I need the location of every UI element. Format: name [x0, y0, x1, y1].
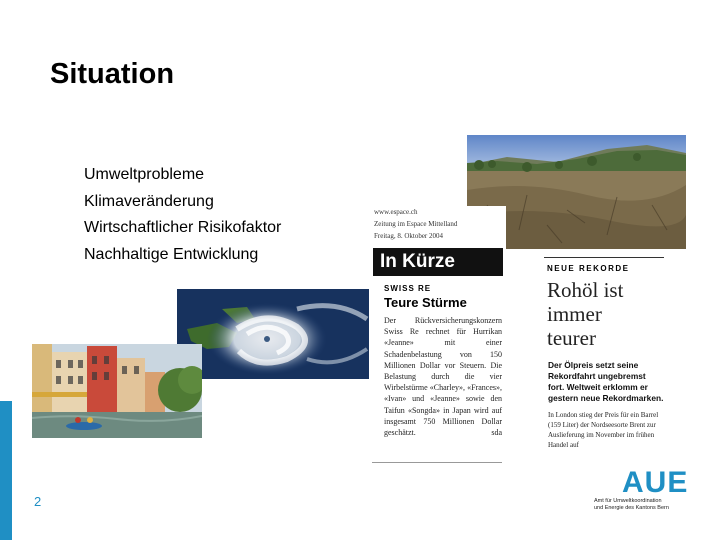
bullet-item: Umweltprobleme [84, 166, 205, 183]
clipping-headline: Teure Stürme [384, 295, 467, 310]
slide-title: Situation [50, 58, 175, 90]
page-number: 2 [34, 494, 42, 509]
clipping-kicker: NEUE REKORDE [547, 264, 630, 273]
bullet-list [84, 162, 281, 268]
clipping-lead: Der Ölpreis setzt seine Rekordfahrt ungebremst fort. Weltweit erklomm er gestern neue Rekordmarken. [548, 360, 664, 403]
accent-bar [0, 401, 12, 540]
bullet-item: Nachhaltige Entwicklung [84, 245, 259, 263]
divider [372, 462, 502, 463]
clipping-body: In London stieg der Preis für ein Barrel (159 Liter) der Nordseesorte Brent zur Auslieferung im November im frühen Handel auf [548, 411, 659, 449]
flood-photo [32, 344, 202, 438]
logo-tagline: Amt für Umweltkoordination und Energie des Kantons Bern [594, 498, 669, 511]
newspaper-clipping-oil-price [537, 255, 668, 471]
aue-logo [594, 467, 702, 512]
clipping-source: www.espace.ch Zeitung im Espace Mittelland Freitag, 8. Oktober 2004 [374, 208, 458, 240]
bullet-item: Klimaveränderung [84, 192, 214, 210]
clipping-headline: Rohöl ist immer teurer [547, 278, 624, 350]
clipping-body: Der Rückversicherungskonzern Swiss Re rechnet für Hurrikan «Jeanne» mit einer Schadenbelastung von 150 Millionen Dollar vor Steuern. Die Belastung durch die vier Wirbelstürme «Charley», «Frances», «Ivan» und «Jeanne» sowie den Taifun «Songda» in Japan wird auf insgesamt 750 Millionen Dollar geschätzt. sda [384, 316, 502, 438]
hurricane-satellite-photo [177, 289, 369, 379]
clipping-subhead: SWISS RE [384, 284, 432, 293]
bullet-item: Wirtschaftlicher Risikofaktor [84, 219, 282, 236]
logo-wordmark: AUE [622, 466, 689, 499]
clipping-banner: In Kürze [373, 248, 503, 276]
divider [544, 257, 664, 258]
newspaper-clipping-swiss-re [370, 206, 506, 468]
